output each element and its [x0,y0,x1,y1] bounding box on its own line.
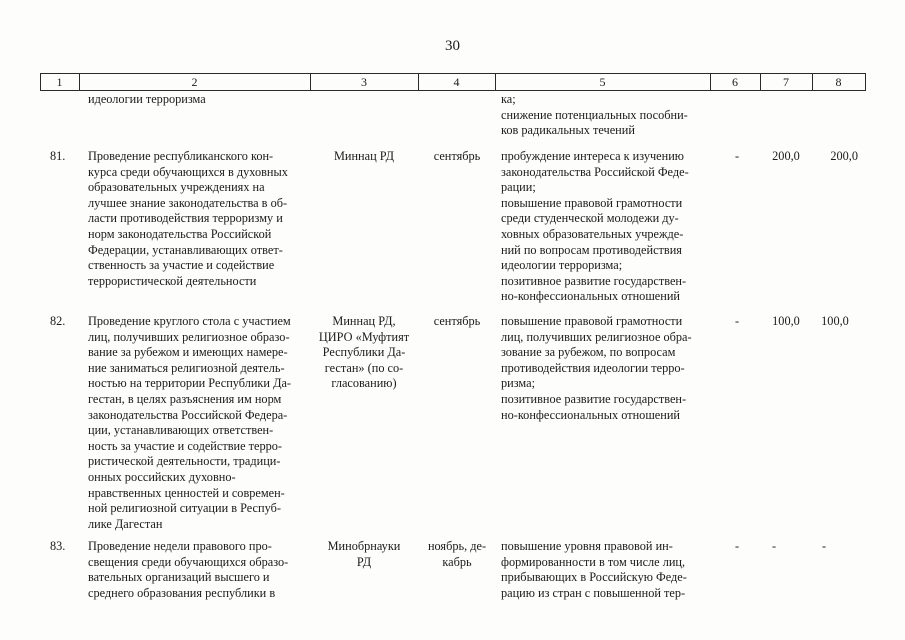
row-executor: Миннац РД [333,149,395,163]
column-header-4: 4 [453,75,460,89]
column-header-7: 7 [783,75,789,89]
row-result: повышение правовой грамотности лиц, получивших религиозное обра- зование за рубежом, по вопросам противодействия идеологии терро- ризма; позитивное развитие государствен- но-конфессиональных отношений [501,314,692,422]
row-executor: Минобрнауки РД [327,539,401,569]
row-measure: Проведение недели правового про- свещения среди обучающихся образо- вательных организаций высшего и среднего образования республики в [88,539,289,600]
column-header-1: 1 [56,75,63,89]
row-number: 82. [50,314,66,328]
column-divider [865,74,866,90]
column-header-5: 5 [599,75,606,89]
continuation-result: ка; снижение потенциальных пособни- ков радикальных течений [501,92,688,138]
row-col7: 100,0 [772,314,800,328]
row-term: ноябрь, де- кабрь [427,539,487,569]
header-bottom-rule [40,90,866,91]
row-term: сентябрь [433,314,481,328]
row-result: пробуждение интереса к изучению законодательства Российской Феде- рации; повышение правовой грамотности среди студенческой молодежи ду- ховных образовательных учрежде- ний по вопросам противодействия идеологии терроризма; позитивное развитие государствен- но-конфессиональных отношений [501,149,689,304]
row-measure: Проведение республиканского кон- курса среди обучающихся в духовных образовательных учреждениях на лучшее знание законодательства в об- ласти противодействия терроризму и норм законодательства Российской Федерации, устанавливающих ответ- ственность за участие и содействие террористической деятельности [88,149,288,288]
continuation-measure: идеологии терроризма [88,92,206,106]
row-measure: Проведение круглого стола с участием лиц, получивших религиозное образо- вание за рубежом и имеющих намере- ние заниматься религиозной деятель- ностью на территории Республики Да- гестан, в целях разъяснения им норм законодательства Российской Федера- ции, устанавливающих ответствен- ность за участие и содействие терро- ристической деятельности, традици- онных российских духовно- нравственных ценностей и современ- ной религиозной ситуации в Респуб- лике Дагестан [88,314,292,531]
row-executor: Миннац РД, ЦИРО «Муфтият Республики Да- гестан» (по со- гласованию) [318,314,410,391]
row-col7: - [771,539,777,553]
row-col8: - [821,539,827,553]
row-col8: 100,0 [821,314,849,328]
row-col6: - [734,539,740,553]
row-col6: - [734,314,740,328]
page-number: 30 [445,38,460,54]
column-header-3: 3 [361,75,367,89]
row-number: 83. [50,539,66,553]
column-header-6: 6 [732,75,738,89]
row-col6: - [734,149,740,163]
row-term: сентябрь [433,149,481,163]
column-header-2: 2 [191,75,198,89]
column-header-8: 8 [835,75,842,89]
row-col8: 200,0 [830,149,858,163]
row-col7: 200,0 [772,149,800,163]
row-result: повышение уровня правовой ин- формированности в том числе лиц, прибывающих в Российскую Феде- рацию из стран с повышенной тер- [501,539,687,600]
row-number: 81. [50,149,66,163]
